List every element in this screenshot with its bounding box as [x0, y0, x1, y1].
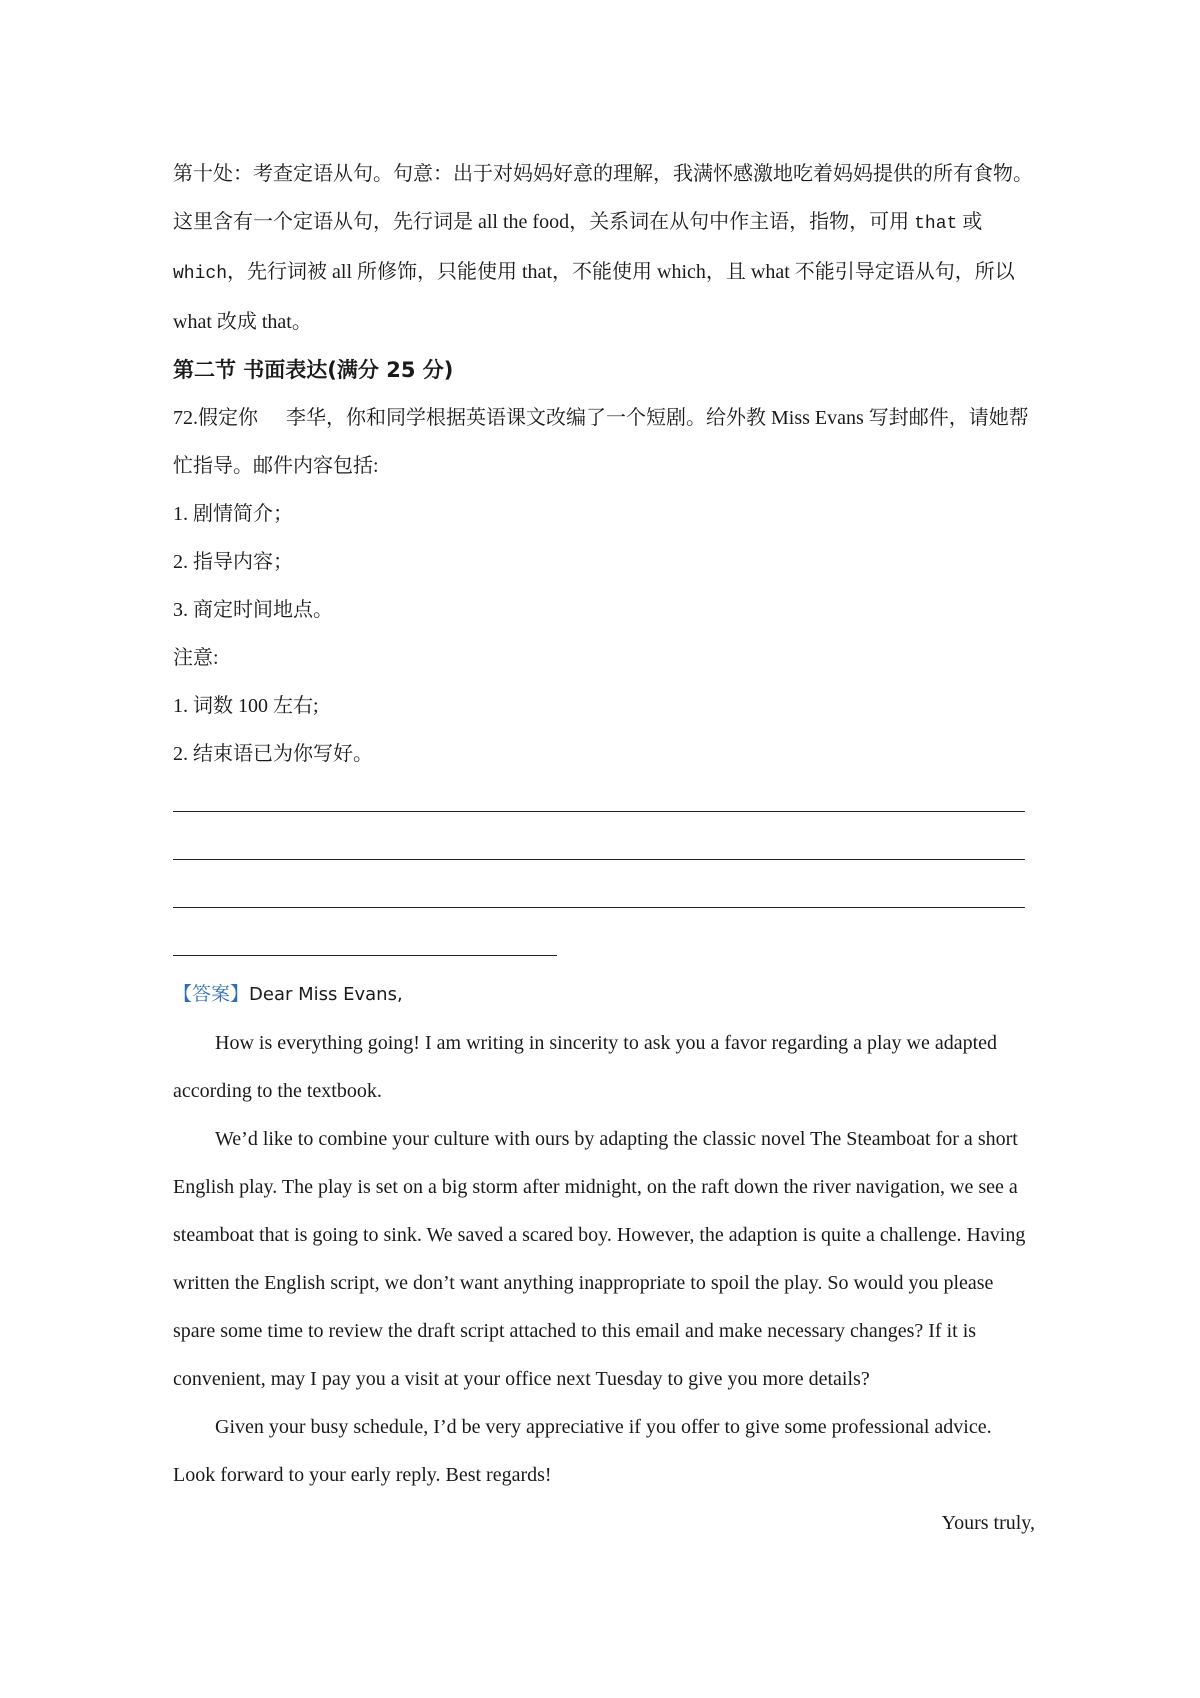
question-item: 1. 剧情简介；	[173, 503, 293, 525]
code-which: which	[173, 264, 228, 284]
explanation-text-2: ，先行词被 all 所修饰，只能使用 that，不能使用 which，且 what 不能引导定语从句，所以 what 改成 that。	[173, 261, 1015, 333]
note-item: 2. 结束语已为你写好。	[173, 743, 373, 765]
answer-paragraph-3: Given your busy schedule, I’d be very appreciative if you offer to give some professional advice. Look forward to your early reply. Best regards!	[173, 1416, 992, 1486]
question-item: 2. 指导内容；	[173, 551, 293, 573]
answer-salutation: Dear Miss Evans,	[249, 984, 403, 1005]
code-that: that	[914, 214, 958, 234]
answer-heading	[173, 970, 1035, 1019]
note-item: 1. 词数 100 左右;	[173, 695, 319, 717]
answer-blank-line	[173, 826, 1035, 874]
answer-paragraph-2: We’d like to combine your culture with ours by adapting the classic novel The Steamboat for a short English play. The play is set on a big storm after midnight, on the raft down the river navigation, we see a steamboat that is going to sink. We saved a scared boy. However, the adaption is quite a challenge. Having written the English script, we don’t want anything inappropriate to spoil the play. So would you please spare some time to review the draft script attached to this email and make necessary changes? If it is convenient, may I pay you a visit at your office next Tuesday to give you more details?	[173, 1128, 1026, 1390]
answer-blank-line	[173, 922, 1035, 970]
question-prefix: 72.假定你	[173, 407, 258, 429]
note-label: 注意:	[173, 647, 219, 669]
explanation-paragraph	[173, 150, 1035, 346]
answer-label: 【答案】	[173, 983, 250, 1005]
question-item: 3. 商定时间地点。	[173, 599, 333, 621]
question-prompt	[173, 394, 1035, 490]
document-content	[173, 150, 1035, 1547]
question-rest: 李华，你和同学根据英语课文改编了一个短剧。给外教 Miss Evans 写封邮件，请她帮忙指导。邮件内容包括:	[173, 407, 1029, 477]
answer-blank-line	[173, 874, 1035, 922]
answer-blank-line	[173, 778, 1035, 826]
explanation-or: 或	[957, 211, 983, 233]
explanation-text-1: 第十处：考查定语从句。句意：出于对妈妈好意的理解，我满怀感激地吃着妈妈提供的所有食物。这里含有一个定语从句，先行词是 all the food，关系词在从句中作主语，指物，可用	[173, 163, 1033, 233]
answer-paragraph-1: How is everything going! I am writing in sincerity to ask you a favor regarding a play we adapted according to the textbook.	[173, 1032, 998, 1102]
answer-closing: Yours truly,	[941, 1512, 1035, 1534]
section-title: 第二节 书面表达(满分 25 分)	[173, 358, 454, 382]
